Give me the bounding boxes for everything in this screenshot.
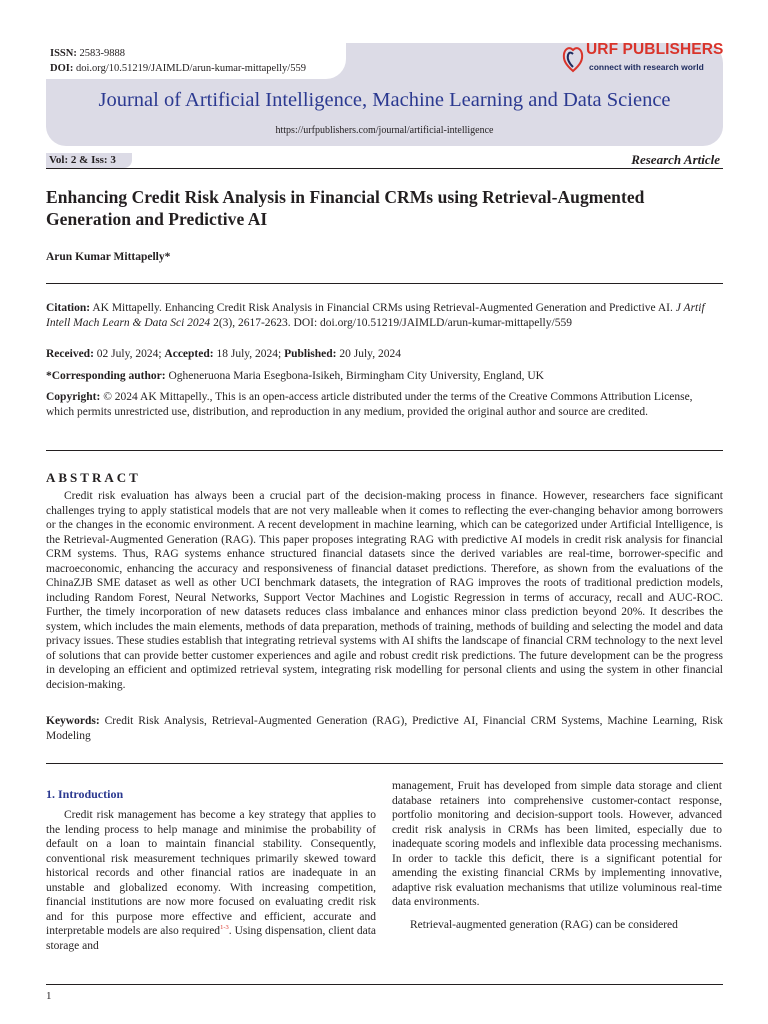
- journal-title: Journal of Artificial Intelligence, Machine Learning and Data Science: [98, 89, 671, 111]
- copyright-label: Copyright:: [46, 391, 101, 403]
- accepted-label: Accepted:: [164, 348, 214, 360]
- corresponding-author: [46, 369, 723, 384]
- keywords-label: Keywords:: [46, 715, 100, 727]
- doi-value[interactable]: doi.org/10.51219/JAIMLD/arun-kumar-mittapelly/559: [75, 63, 306, 74]
- citation-tail: 2(3), 2617-2623. DOI: doi.org/10.51219/JAIMLD/arun-kumar-mittapelly/559: [213, 317, 572, 329]
- received-label: Received:: [46, 348, 94, 360]
- section-heading: 1. Introduction: [46, 787, 124, 801]
- corresponding-text: Ogheneruona Maria Esegbona-Isikeh, Birmingham City University, England, UK: [168, 370, 544, 382]
- citation-text: AK Mittapelly. Enhancing Credit Risk Analysis in Financial CRMs using Retrieval-Augmented Generation and Predictive AI.: [92, 302, 673, 314]
- abstract-rule: [46, 763, 723, 764]
- dates-line: [46, 347, 723, 362]
- published-date: 20 July, 2024: [339, 348, 401, 360]
- left-column: [46, 808, 376, 953]
- issn-doi-box: [46, 43, 346, 79]
- doi-label: DOI:: [50, 63, 74, 74]
- author-name: Arun Kumar Mittapelly*: [46, 251, 171, 263]
- copyright: [46, 390, 723, 420]
- publisher-logo[interactable]: [562, 41, 727, 77]
- right-paragraph-2: Retrieval-augmented generation (RAG) can be considered: [410, 918, 678, 931]
- intro-paragraph: [46, 808, 376, 953]
- publisher-logo-icon: [562, 43, 584, 73]
- article-title-line2: Generation and Predictive AI: [46, 209, 268, 229]
- journal-url[interactable]: https://urfpublishers.com/journal/artificial-intelligence: [275, 125, 494, 136]
- intro-paragraph-text: Credit risk management has become a key strategy that applies to the lending process to help manage and minimise the probability of default on a loan to maintain financial stability. Consequently, conventional risk measurement techniques primarily skewed toward historical records and other financial ratios are inadequate in an unstable and globalized economy. With increasing competition, financial institutions are now more focused on evaluating credit risk and for this purpose more effective and efficient, accurate and interpretable models are also required: [46, 809, 376, 937]
- footer-rule: [46, 984, 723, 985]
- abstract-heading: ABSTRACT: [46, 470, 141, 485]
- article-type: Research Article: [631, 152, 720, 167]
- right-column: [392, 779, 722, 932]
- keywords: [46, 714, 723, 743]
- reference-link[interactable]: 1-3: [220, 924, 229, 932]
- issn-label: ISSN:: [50, 48, 77, 59]
- page-number: 1: [46, 990, 52, 1002]
- header-rule: [46, 168, 723, 169]
- intro-paragraph-tail: . Using dispensation, client data storage and: [46, 925, 377, 952]
- citation-label: Citation:: [46, 302, 91, 314]
- volume-issue-badge: Vol: 2 & Iss: 3: [46, 153, 132, 168]
- publisher-name: URF PUBLISHERS: [586, 41, 724, 58]
- right-paragraph-1: management, Fruit has developed from simple data storage and client database retainers into comprehensive customer-contact response, portfolio monitoring and decision-support tools. However, advanced credit risk analysis in CRMs has been limited, especially due to inadequate scoring models and inflexible data processing mechanisms. In order to tackle this deficit, there is a significant potential for amending the existing financial CRMs by implementing innovative, adaptive risk evaluation mechanisms that utilize voluminous real-time data environments.: [392, 780, 722, 908]
- citation-journal: J Artif Intell Mach Learn & Data Sci 2024: [46, 302, 705, 329]
- keywords-text: Credit Risk Analysis, Retrieval-Augmented Generation (RAG), Predictive AI, Financial CRM Systems, Machine Learning, Risk Modeling: [46, 715, 724, 742]
- accepted-date: 18 July, 2024;: [216, 348, 282, 360]
- citation: [46, 301, 723, 331]
- meta-bottom-rule: [46, 450, 723, 451]
- publisher-tagline: connect with research world: [589, 62, 704, 72]
- article-title-line1: Enhancing Credit Risk Analysis in Financial CRMs using Retrieval-Augmented: [46, 187, 645, 207]
- received-date: 02 July, 2024;: [96, 348, 162, 360]
- published-label: Published:: [284, 348, 337, 360]
- issn-value: 2583-9888: [79, 48, 125, 59]
- meta-top-rule: [46, 283, 723, 284]
- copyright-text: © 2024 AK Mittapelly., This is an open-access article distributed under the terms of the Creative Commons Attribution License, which permits unrestricted use, distribution, and reproduction in any medium, provided the original author and source are credited.: [46, 391, 693, 418]
- corresponding-label: *Corresponding author:: [46, 370, 166, 382]
- abstract-text: Credit risk evaluation has always been a crucial part of the decision-making process in finance. However, researchers face significant challenges trying to apply statistical models that are not very malleable when it comes to reflecting the ever-changing behavior among borrowers or the changes in the economic environment. A recent development in machine learning, which can be categorized under Artificial Intelligence, is the Retrieval-Augmented Generation (RAG). This paper proposes integrating RAG with predictive AI models in credit risk analysis for financial CRM systems. Thus, RAG systems enhance structured financial datasets since the derived variables are real-time, borrower-specific and macroeconomic, enhancing the accuracy and responsiveness of financial dataset predictions. Therefore, as shown from the evaluations of the ChinaZJB SME dataset as well as other UCI benchmark datasets, the integration of RAG improves the roots of traditional prediction models, including Random Forest, Neural Networks, Support Vector Machines and Logistic Regression in terms of accuracy, recall and AUC-ROC. Further, the timely incorporation of new datasets reduces class imbalance and enhances minor class prediction beyond 20%. It describes the system, which includes the main elements, methods of data preparation, methods of training, methods of building and selecting the model and data privacy issues. These studies establish that integrating retrieval systems with AI shifts the landscape of financial CRM technology to the next level of solutions that can provide better customer experiences and agile and robust credit risk predictions. The future development can be the progress in developing an efficient and optimized retrieval system, integrating risk modelling for personal clients and using the system in other financial decision-making.: [46, 490, 723, 691]
- article-title: [46, 186, 726, 230]
